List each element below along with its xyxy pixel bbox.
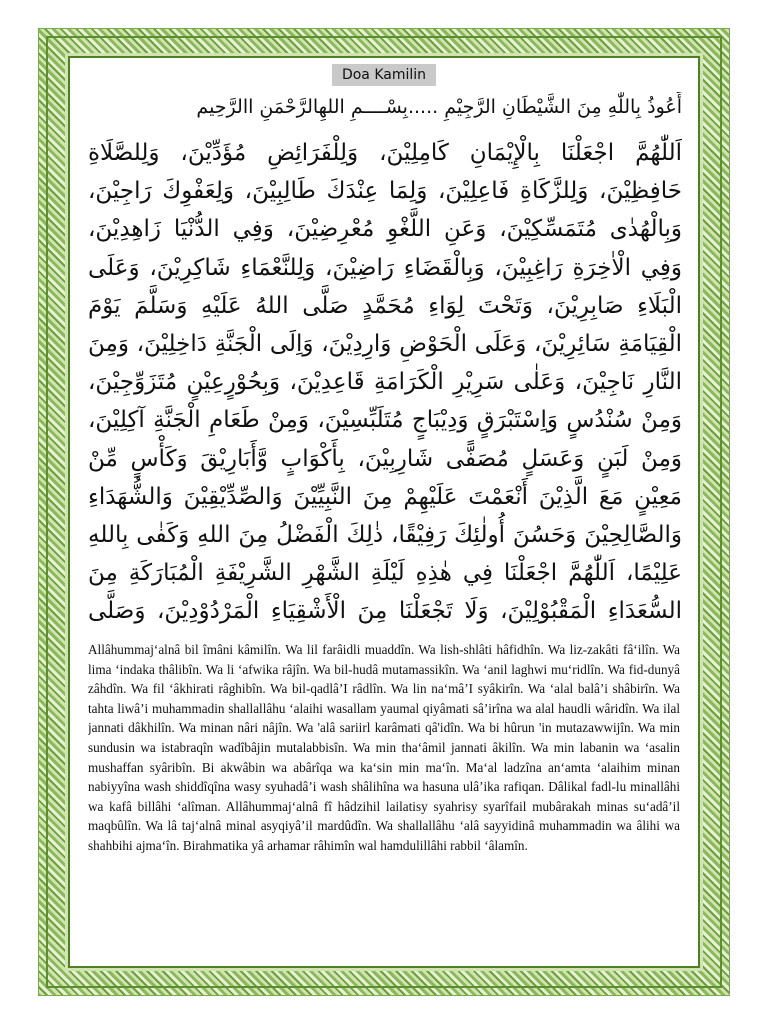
arabic-prayer-text: اَللّٰهُمَّ اجْعَلْنَا بِالْإِيْمَانِ كَامِلِيْنَ، وَلِلْفَرَائِضِ مُؤَدِّيْنَ، وَلِلصَّلَاةِ حَافِظِيْنَ، وَلِلزَّكَاةِ فَاعِلِيْنَ، وَلِمَا عِنْدَكَ طَالِبِيْنَ، وَلِعَفْوِكَ رَاجِيْنَ، وَبِالْهُدٰى مُتَمَسِّكِيْنَ، وَعَنِ اللَّغْوِ مُعْرِضِيْنَ، وَفِي الدُّنْيَا زَاهِدِيْنَ، وَفِي الْاٰخِرَةِ رَاغِبِيْنَ، وَبِالْقَضَاءِ رَاضِيْنَ، وَلِلنَّعْمَاءِ شَاكِرِيْنَ، وَعَلَى الْبَلَاءِ صَابِرِيْنَ، وَتَحْتَ لِوَاءِ مُحَمَّدٍ صَلَّى اللهُ عَلَيْهِ وَسَلَّمَ يَوْمَ الْقِيَامَةِ سَائِرِيْنَ، وَعَلَى الْحَوْضِ وَارِدِيْنَ، وَاِلَى الْجَنَّةِ دَاخِلِيْنَ، وَمِنَ النَّارِ نَاجِيْنَ، وَعَلٰى سَرِيْرِ الْكَرَامَةِ قَاعِدِيْنَ، وَبِحُوْرٍعِيْنٍ مُتَزَوِّجِيْنَ، وَمِنْ سُنْدُسٍ وَاِسْتَبْرَقٍ وَدِيْبَاجٍ مُتَلَبِّسِيْنَ، وَمِنْ طَعَامِ الْجَنَّةِ آكِلِيْنَ، وَمِنْ لَبَنٍ وَعَسَلٍ مُصَفًّى شَارِبِيْنَ، بِأَكْوَابٍ وَّأَبَارِيْقَ وَكَأْسٍ مِّنْ مَعِيْنٍ مَعَ الَّذِيْنَ أَنْعَمْتَ عَلَيْهِمْ مِنَ النَّبِيِّيْنَ وَالصِّدِّيْقِيْنَ وَالشُّهَدَاءِ وَالصَّالِحِيْنَ وَحَسُنَ أُولٰئِكَ رَفِيْقًا، ذٰلِكَ الْفَضْلُ مِنَ اللهِ وَكَفٰى بِاللهِ عَلِيْمًا، اَللّٰهُمَّ اجْعَلْنَا فِي هٰذِهِ لَيْلَةِ الشَّهْرِ الشَّرِيْفَةِ الْمُبَارَكَةِ مِنَ السُّعَدَاءِ الْمَقْبُوْلِيْنَ، وَلَا تَجْعَلْنَا مِنَ الْأَشْقِيَاءِ الْمَرْدُوْدِيْنَ، وَصَلَّى [88,140,682,625]
opening-invocation: أَعُوذُ بِاللّٰهِ مِنَ الشَّيْطَانِ الرَّجِيْمِ .....بِسْــــمِ اللهِالرَّحْمَنِ االرَّحِيم [196,96,682,118]
transliteration-text: Allâhummaj‘alnâ bil îmâni kâmilîn. Wa lil farâidli muaddîn. Wa lish-shlâti hâfidhîn. Wa liz-zakâti fâ‘ilîn. Wa lima ‘indaka thâlibîn. Wa li ‘afwika râjîn. Wa bil-hudâ mutamassikîn. Wa ‘anil laghwi mu‘ridlîn. Wa fid-dunyâ zâhdîn. Wa fil ‘âkhirati râghibîn. Wa bil-qadlâ’I râdlîn. Wa lin na‘mâ’I syâkirîn. Wa ‘alal balâ’i shâbirîn. Wa tahta liwâ’i muhammadin shallallâhu ‘alaihi wasallam yaumal qiyâmati sâ’irîna wa alal haudli wâridîn. Wa ilal jannati dâkhilîn. Wa minan nâri nâjîn. Wa 'alâ sariirl karâmati qâ'idîn. Wa bi hûrun 'in mutazawwijîn. Wa min sundusin wa istabraqîn wadîbâjin mutalabbisîn. Wa min tha‘âmil jannati âkilîn. Wa min labanin wa ‘asalin mushaffan syâribîn. Bi akwâbin wa abârîqa wa ka‘sin min ma‘în. Ma‘al ladzîna an‘amta ‘alaihim minan nabiyyîna wash shiddîqîna wasy syuhadâ’i wash shâlihîna wa hasuna ulâ’ika rafiqan. Dâlikal fadl-lu minallâhi wa kafâ billâhi ‘alîman. Allâhummaj‘alnâ fî hâdzihil lailatisy syahrisy syarîfail mubârakah minas su‘adâ’il maqbûlîn. Wa lâ taj‘alnâ minal asyqiyâ’il mardûdîn. Wa shallallâhu ‘alâ sayyidinâ muhammadin wa âlihi wa shahbihi ajma‘în. Birahmatika yâ arhamar râhimîn wal hamdulillâhi rabbil ‘âlamîn. [88,642,680,853]
document-title: Doa Kamilin [332,64,436,86]
